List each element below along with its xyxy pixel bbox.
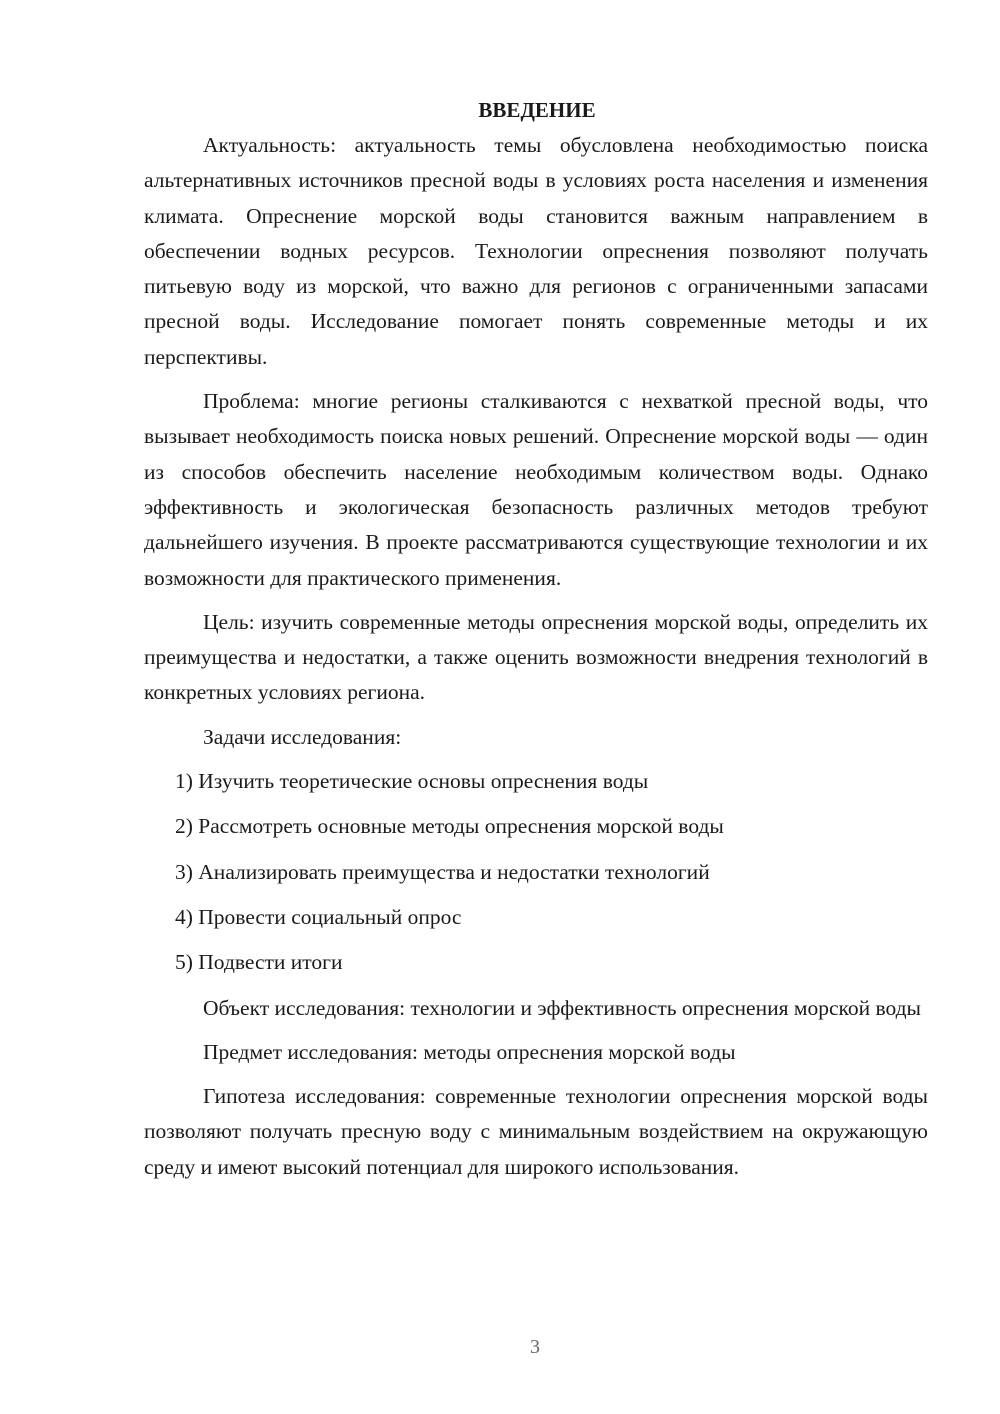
problem-paragraph: Проблема: многие регионы сталкиваются с нехваткой пресной воды, что вызывает необходимость поиска новых решений. Опреснение морской воды — один из способов обеспечить население необходимым количеством воды. Однако эффективность и экологическая безопасность различных методов требуют дальнейшего изучения. В проекте рассматриваются существующие технологии и их возможности для практического применения. xyxy=(144,389,928,590)
task-item: 5) Подвести итоги xyxy=(175,950,343,975)
relevance-paragraph: Актуальность: актуальность темы обусловлена необходимостью поиска альтернативных источников пресной воды в условиях роста населения и изменения климата. Опреснение морской воды становится важным направлением в обеспечении водных ресурсов. Технологии опреснения позволяют получать питьевую воду из морской, что важно для регионов с ограниченными запасами пресной воды. Исследование помогает понять современные методы и их перспективы. xyxy=(144,133,928,369)
task-item: 2) Рассмотреть основные методы опреснения морской воды xyxy=(175,814,724,839)
task-item: 1) Изучить теоретические основы опреснения воды xyxy=(175,769,649,794)
goal-paragraph: Цель: изучить современные методы опреснения морской воды, определить их преимущества и недостатки, а также оценить возможности внедрения технологий в конкретных условиях региона. xyxy=(144,609,928,705)
task-list xyxy=(144,764,928,980)
tasks-heading: Задачи исследования: xyxy=(203,724,402,749)
hypothesis-paragraph: Гипотеза исследования: современные технологии опреснения морской воды позволяют получать пресную воду с минимальным воздействием на окружающую среду и имеют высокий потенциал для широкого использования. xyxy=(144,1084,928,1179)
task-item: 3) Анализировать преимущества и недостатки технологий xyxy=(175,859,710,884)
page-number: 3 xyxy=(530,1336,540,1358)
page-content xyxy=(144,95,928,1194)
subject-paragraph: Предмет исследования: методы опреснения морской воды xyxy=(203,1039,736,1064)
section-heading: ВВЕДЕНИЕ xyxy=(478,98,596,122)
task-item: 4) Провести социальный опрос xyxy=(175,904,462,929)
object-paragraph: Объект исследования: технологии и эффективность опреснения морской воды xyxy=(203,995,922,1020)
